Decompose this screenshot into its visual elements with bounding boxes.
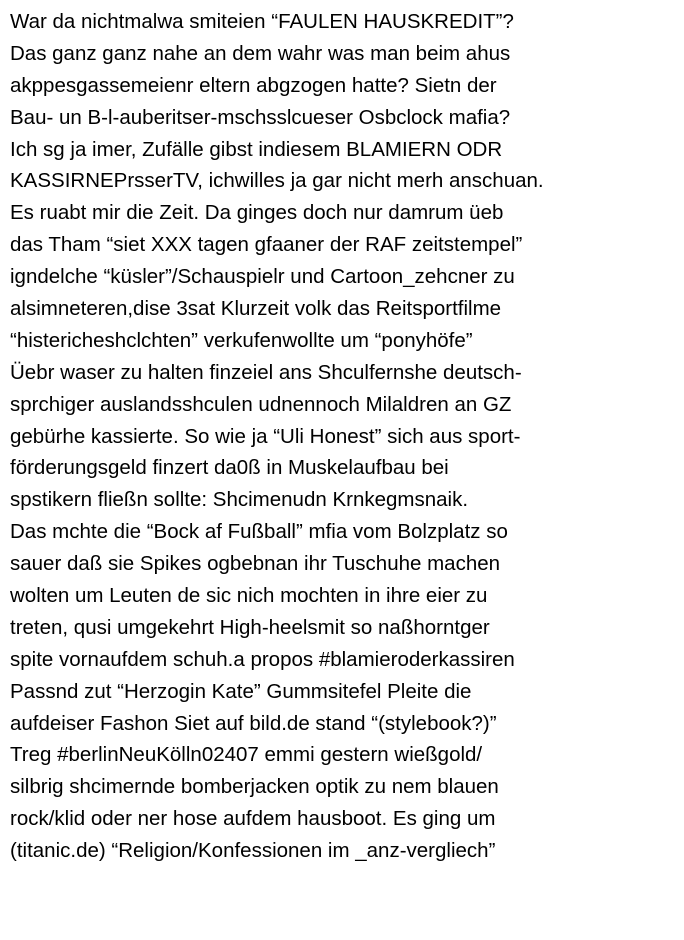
text-line: Das ganz ganz nahe an dem wahr was man beim ahus [10,41,511,65]
text-line: alsimneteren,dise 3sat Klurzeit volk das Reitsportfilme [10,297,502,321]
text-line: spite vornaufdem schuh.a propos #blamieroderkassiren [10,647,515,671]
text-line: “histericheshclchten” verkufenwollte um “ponyhöfe” [10,328,473,352]
text-line: KASSIRNEPrsserTV, ichwilles ja gar nicht merh anschuan. [10,169,544,193]
text-line: aufdeiser Fashon Siet auf bild.de stand “(stylebook?)” [10,711,497,735]
text-line: Es ruabt mir die Zeit. Da ginges doch nur damrum üeb [10,201,504,225]
text-line: igndelche “küsler”/Schauspielr und Cartoon_zehcner zu [10,265,515,289]
text-line: Bau- un B-l-auberitser-mschsslcueser Osbclock mafia? [10,105,511,129]
text-line: rock/klid oder ner hose aufdem hausboot. Es ging um [10,807,496,831]
text-line: Passnd zut “Herzogin Kate” Gummsitefel Pleite die [10,679,472,703]
text-line: sauer daß sie Spikes ogbebnan ihr Tuschuhe machen [10,552,501,576]
text-line: spstikern fließn sollte: Shcimenudn Krnkegmsnaik. [10,488,469,512]
text-line: das Tham “siet XXX tagen gfaaner der RAF zeitstempel” [10,233,523,257]
text-line: förderungsgeld finzert da0ß in Muskelaufbau bei [10,456,449,480]
text-line: Treg #berlinNeuKölln02407 emmi gestern wießgold/ [10,743,483,767]
text-line: wolten um Leuten de sic nich mochten in ihre eier zu [10,584,488,608]
text-line: Üebr waser zu halten finzeiel ans Shculfernshe deutsch- [10,360,522,384]
text-line: (titanic.de) “Religion/Konfessionen im _anz-vergliech” [10,839,496,863]
text-line: akppesgassemeienr eltern abgzogen hatte? Sietn der [10,73,497,97]
text-line: treten, qusi umgekehrt High-heelsmit so naßhorntger [10,615,490,639]
text-line: silbrig shcimernde bomberjacken optik zu nem blauen [10,775,499,799]
document-body [10,6,680,867]
text-line: sprchiger auslandsshculen udnennoch Milaldren an GZ [10,392,512,416]
text-line: War da nichtmalwa smiteien “FAULEN HAUSKREDIT”? [10,10,514,33]
text-line: Ich sg ja imer, Zufälle gibst indiesem BLAMIERN ODR [10,137,503,161]
text-line: gebürhe kassierte. So wie ja “Uli Honest” sich aus sport- [10,424,521,448]
text-line: Das mchte die “Bock af Fußball” mfia vom Bolzplatz so [10,520,508,544]
